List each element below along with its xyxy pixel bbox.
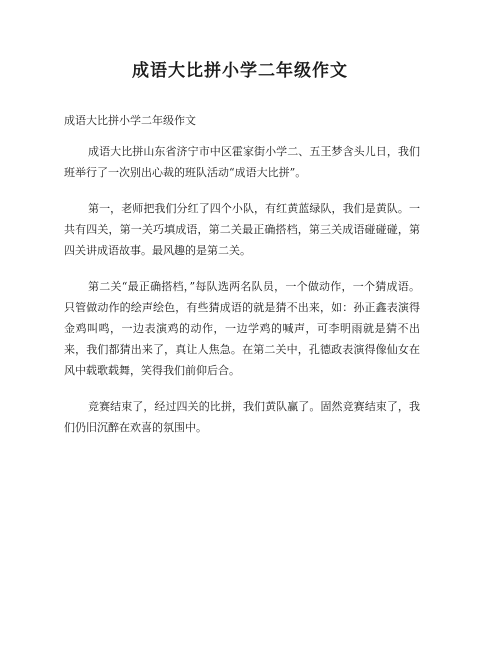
paragraph-1: 成语大比拼山东省济宁市中区霍家街小学二、五王梦含头儿日，我们班举行了一次别出心裁的班队活动“成语大比拼”。 xyxy=(64,145,420,179)
document-subtitle: 成语大比拼小学二年级作文 xyxy=(64,114,196,127)
paragraph-3: 第二关“最正确搭档，”每队选两名队员，一个做动作，一个猜成语。只管做动作的绘声绘色，有些猜成语的就是猜不出来，如：孙正鑫表演得金鸡叫鸣，一边表演鸡的动作，一边学鸡的喊声，可李明雨就是猜不出来，我们都猜出来了，真让人焦急。在第二关中，孔德政表演得像仙女在风中载歌载舞，笑得我们前仰后合。 xyxy=(64,280,420,377)
document-body xyxy=(64,141,420,453)
paragraph-4: 竞赛结束了，经过四关的比拼，我们黄队赢了。固然竞赛结束了，我们仍旧沉醉在欢喜的氛围中。 xyxy=(64,400,420,434)
document-title: 成语大比拼小学二年级作文 xyxy=(132,61,348,81)
paragraph-2: 第一，老师把我们分红了四个小队，有红黄蓝绿队，我们是黄队。一共有四关，第一关巧填成语，第二关最正确搭档，第三关成语碰碰碰，第四关讲成语故事。最风趣的是第二关。 xyxy=(64,202,420,257)
